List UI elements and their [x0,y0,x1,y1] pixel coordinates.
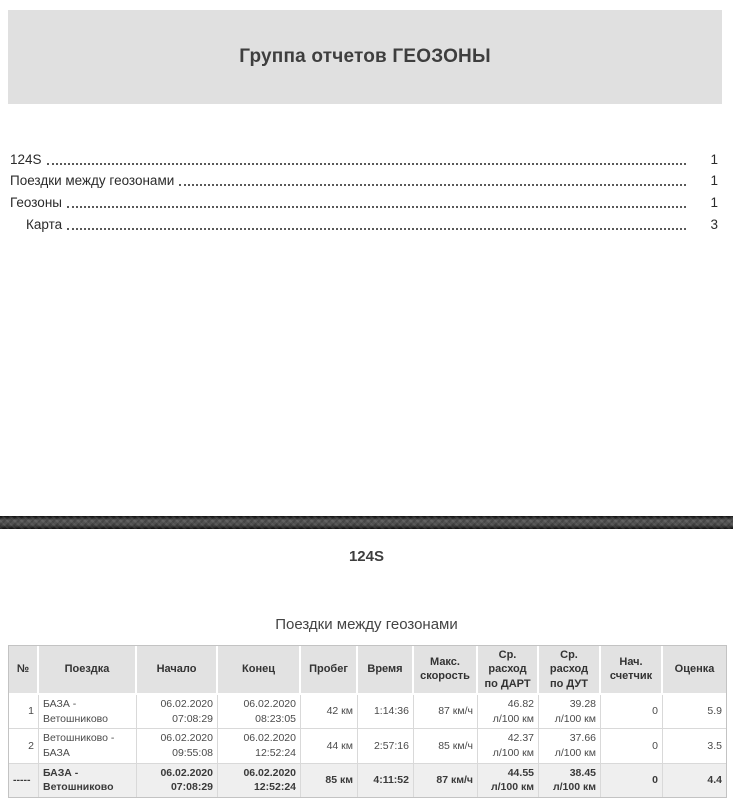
toc-entry-map [10,214,718,236]
cell-number: ----- [9,763,39,797]
cell-start: 06.02.2020 07:08:29 [137,763,218,797]
cell-duration: 2:57:16 [358,728,414,762]
cell-consumption-dut: 37.66 л/100 км [539,728,601,762]
cell-start: 06.02.2020 07:08:29 [137,695,218,728]
trip-row-1 [9,695,726,728]
cell-start-counter: 0 [601,695,663,728]
cell-consumption-dart: 42.37 л/100 км [478,728,539,762]
header-cell-distance: Пробег [301,646,358,695]
cell-end: 06.02.2020 12:52:24 [218,728,301,762]
cell-max-speed: 87 км/ч [414,695,478,728]
toc-entry-label: 124S [10,151,42,167]
cell-distance: 85 км [301,763,358,797]
table-of-contents [10,149,718,236]
toc-page-number: 1 [710,173,718,189]
cell-start: 06.02.2020 09:55:08 [137,728,218,762]
cell-number: 2 [9,728,39,762]
toc-dot-leader [47,163,686,165]
header-cell-trip: Поездка [39,646,137,695]
cell-consumption-dut: 39.28 л/100 км [539,695,601,728]
toc-dot-leader [67,206,686,208]
cell-consumption-dut: 38.45 л/100 км [539,763,601,797]
toc-entry-label: Карта [26,216,63,232]
toc-entry-124s [10,149,718,171]
toc-page-number: 1 [710,151,718,167]
report-group-title: Группа отчетов ГЕОЗОНЫ [239,46,491,67]
header-cell-max-speed: Макс. скорость [414,646,478,695]
cell-max-speed: 87 км/ч [414,763,478,797]
header-cell-duration: Время [358,646,414,695]
cell-trip: БАЗА - Ветошниково [39,763,137,797]
toc-page-number: 1 [710,195,718,211]
cell-score: 3.5 [663,728,726,762]
header-cell-start: Начало [137,646,218,695]
section-title: 124S [348,548,385,565]
cell-end: 06.02.2020 08:23:05 [218,695,301,728]
toc-entry-label: Поездки между геозонами [10,173,175,189]
cell-distance: 44 км [301,728,358,762]
cell-score: 4.4 [663,763,726,797]
page-break-separator [0,516,733,529]
trip-row-2 [9,728,726,762]
header-cell-number: № [9,646,39,695]
toc-entry-label: Геозоны [10,195,62,211]
toc-dot-leader [179,184,686,186]
toc-page-number: 3 [710,216,718,232]
cell-score: 5.9 [663,695,726,728]
toc-entry-geofences [10,192,718,214]
toc-dot-leader [67,228,686,230]
cell-end: 06.02.2020 12:52:24 [218,763,301,797]
header-cell-consumption-dart: Ср. расход по ДАРТ [478,646,539,695]
trips-table-title: Поездки между геозонами [275,616,458,633]
cell-consumption-dart: 44.55 л/100 км [478,763,539,797]
cell-start-counter: 0 [601,728,663,762]
header-cell-consumption-dut: Ср. расход по ДУТ [539,646,601,695]
cell-max-speed: 85 км/ч [414,728,478,762]
cell-distance: 42 км [301,695,358,728]
header-cell-score: Оценка [663,646,726,695]
trips-table [8,645,727,798]
trips-total-row [9,763,726,797]
report-group-banner [8,10,722,104]
header-cell-end: Конец [218,646,301,695]
trips-table-header-row [9,646,726,695]
cell-trip: БАЗА - Ветошниково [39,695,137,728]
cell-consumption-dart: 46.82 л/100 км [478,695,539,728]
cell-duration: 1:14:36 [358,695,414,728]
cell-trip: Ветошниково - БАЗА [39,728,137,762]
cell-duration: 4:11:52 [358,763,414,797]
header-cell-start-counter: Нач. счетчик [601,646,663,695]
cell-number: 1 [9,695,39,728]
toc-entry-trips [10,171,718,193]
cell-start-counter: 0 [601,763,663,797]
